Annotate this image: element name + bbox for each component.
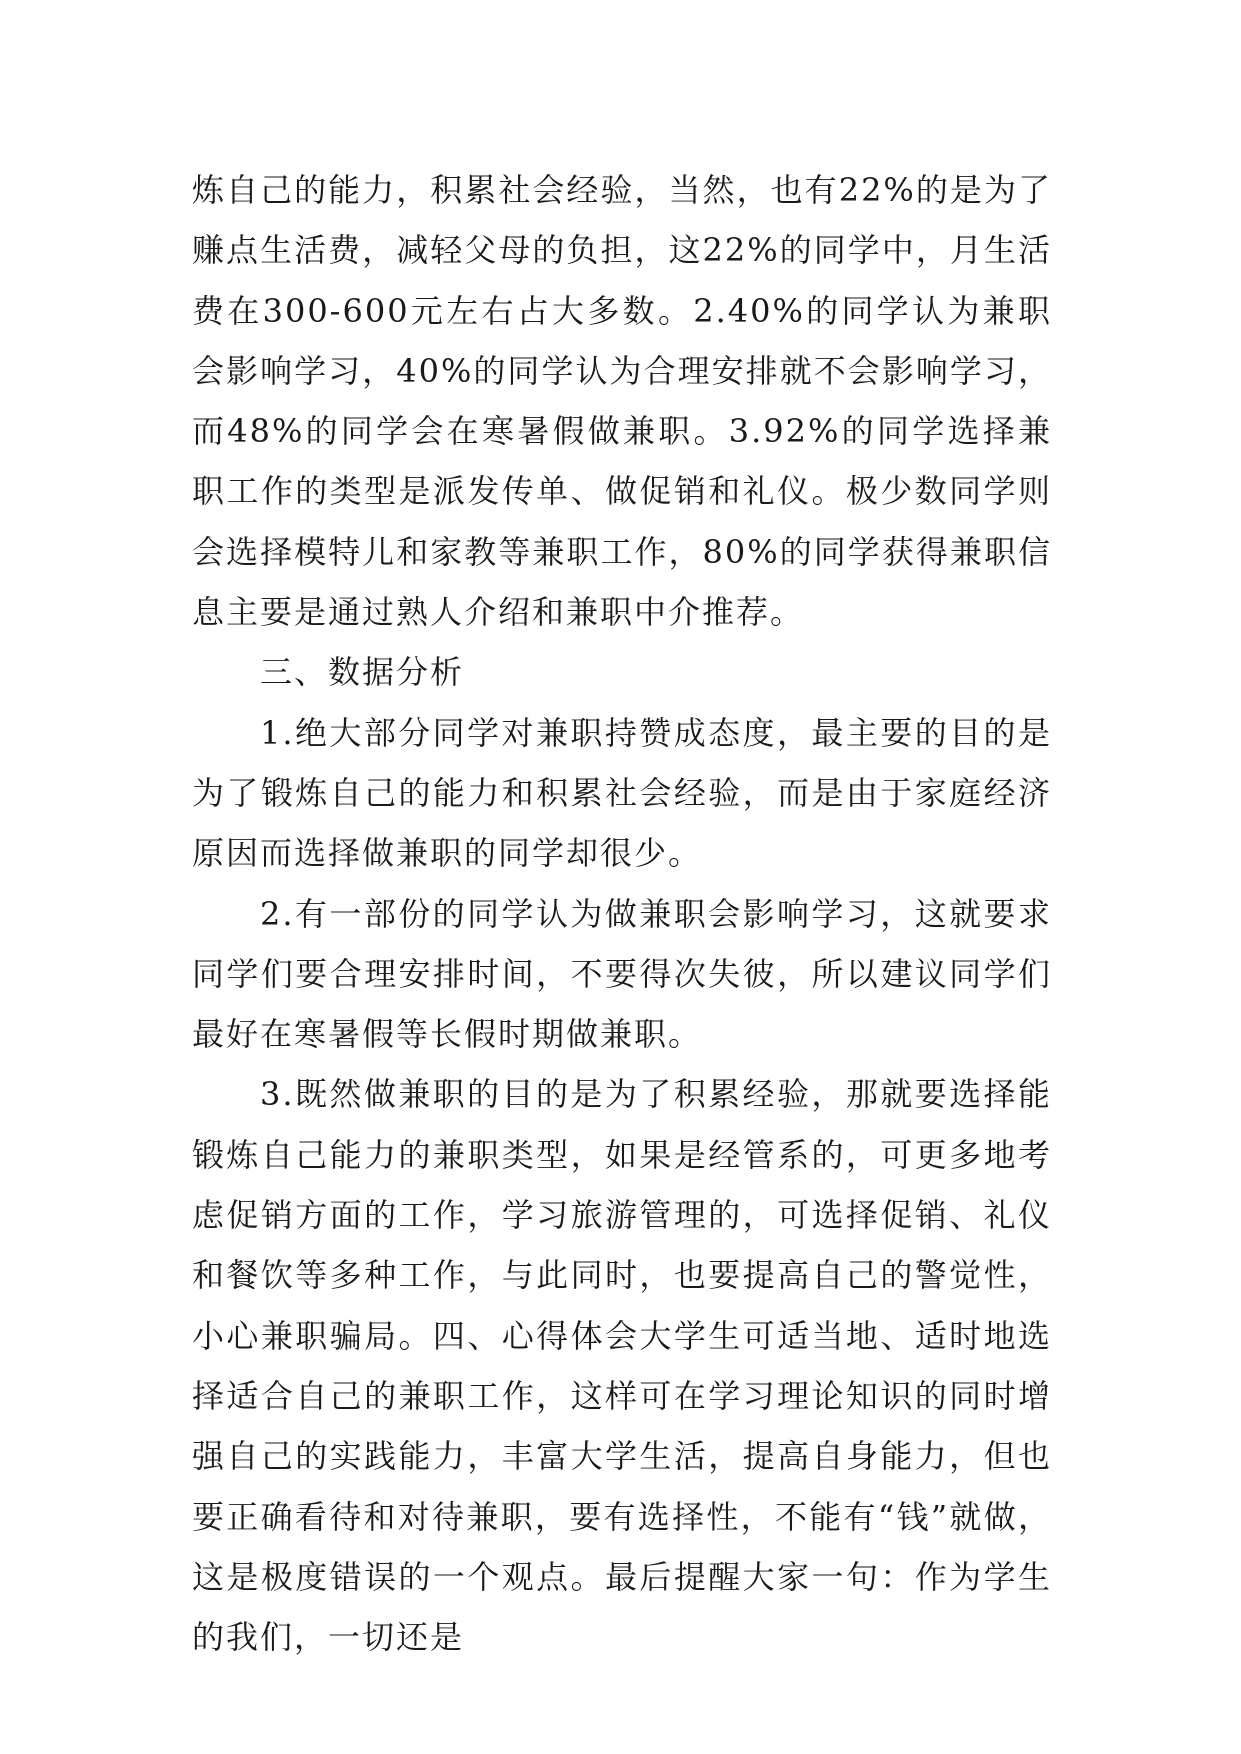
paragraph-analysis-2: 2.有一部份的同学认为做兼职会影响学习，这就要求同学们要合理安排时间，不要得次失彼，所以建议同学们最好在寒暑假等长假时期做兼职。 xyxy=(192,894,1052,1054)
document-body xyxy=(192,160,1052,1667)
section-heading-data-analysis: 三、数据分析 xyxy=(260,653,465,692)
paragraph-survey-results: 炼自己的能力，积累社会经验，当然，也有22%的是为了赚点生活费，减轻父母的负担，这22%的同学中，月生活费在300-600元左右占大多数。2.40%的同学认为兼职会影响学习，40%的同学认为合理安排就不会影响学习，而48%的同学会在寒暑假做兼职。3.92%的同学选择兼职工作的类型是派发传单、做促销和礼仪。极少数同学则会选择模特儿和家教等兼职工作，80%的同学获得兼职信息主要是通过熟人介绍和兼职中介推荐。 xyxy=(192,171,1052,632)
paragraph-analysis-3: 3.既然做兼职的目的是为了积累经验，那就要选择能锻炼自己能力的兼职类型，如果是经管系的，可更多地考虑促销方面的工作，学习旅游管理的，可选择促销、礼仪和餐饮等多种工作，与此同时，也要提高自己的警觉性，小心兼职骗局。四、心得体会大学生可适当地、适时地选择适合自己的兼职工作，这样可在学习理论知识的同时增强自己的实践能力，丰富大学生活，提高自身能力，但也要正确看待和对待兼职，要有选择性，不能有“钱”就做，这是极度错误的一个观点。最后提醒大家一句：作为学生的我们，一切还是 xyxy=(192,1075,1052,1657)
paragraph-analysis-1: 1.绝大部分同学对兼职持赞成态度，最主要的目的是为了锻炼自己的能力和积累社会经验，而是由于家庭经济原因而选择做兼职的同学却很少。 xyxy=(192,713,1052,873)
